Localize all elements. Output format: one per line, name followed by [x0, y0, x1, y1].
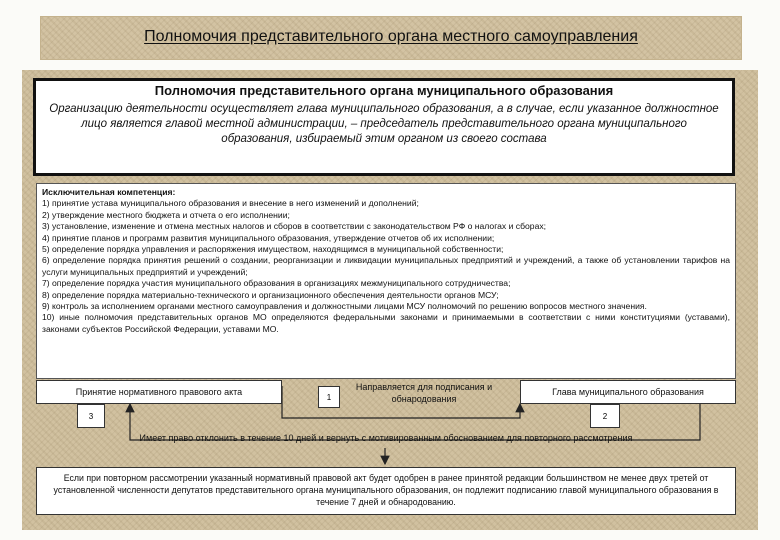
competence-item: 7) определение порядка участия муниципального образования в организациях межмуниципального сотрудничества;: [42, 278, 511, 289]
slide-title: Полномочия представительного органа местного самоуправления: [144, 28, 638, 45]
sent-note: [334, 381, 514, 409]
header-description: Организацию деятельности осуществляет глава муниципального образования, а в случае, если указанное должностное лицо является главой местной администрации, – председатель представительного органа муниципального образования, избираемый этим органом из своего состава: [49, 103, 719, 145]
sent-label: Направляется для подписания и обнародования: [355, 382, 493, 404]
competence-item: 8) определение порядка материально-технического и организационного обеспечения деятельности органов МСУ;: [42, 289, 499, 300]
head-box: [520, 380, 736, 404]
competence-item: 1) принятие устава муниципального образования и внесение в него изменений и дополнений;: [42, 198, 419, 209]
competence-item: 5) определение порядка управления и распоряжения имуществом, находящимся в муниципальной собственности;: [42, 244, 504, 255]
adoption-label: Принятие нормативного правового акта: [75, 387, 243, 397]
header-title: Полномочия представительного органа муниципального образования: [154, 83, 614, 98]
competence-item: 4) принятие планов и программ развития муниципального образования, утверждение отчетов об их исполнении;: [42, 232, 495, 243]
step-3-badge: 3: [77, 404, 105, 428]
competence-item: 9) контроль за исполнением органами местного самоуправления и должностными лицами МСУ полномочий по решению вопросов местного значения.: [42, 301, 647, 312]
competence-item: 6) определение порядка принятия решений о создании, реорганизации и ликвидации муниципальных предприятий и учреждений, а также об установлении тарифов на услуги муниципальных предприятий и учреждений;: [42, 255, 730, 277]
competence-item: 10) иные полномочия представительных органов МО определяются федеральными законами и принимаемыми в соответствии с ними конституциями (уставами), законами субъектов Российской Федерации, уставами МО.: [42, 312, 730, 334]
return-note: Имеет право отклонить в течение 10 дней и вернуть с мотивированным обоснованием для повторного рассмотрения: [139, 433, 633, 443]
override-note: Если при повторном рассмотрении указанный нормативный правовой акт будет одобрен в ранее принятой редакции большинством не менее двух третей от установленной численности депутатов представительного органа муниципального образования, он подлежит подписанию главой муниципального образования в течение 7 дней и обнародованию.: [36, 467, 736, 515]
adoption-box: [36, 380, 282, 404]
competence-item: 2) утверждение местного бюджета и отчета о его исполнении;: [42, 209, 290, 220]
competence-heading: Исключительная компетенция:: [42, 187, 176, 197]
step-2-badge: 2: [590, 404, 620, 428]
step-1-badge: 1: [318, 386, 340, 408]
competence-item: 3) установление, изменение и отмена местных налогов и сборов в соответствии с законодательством РФ о налогах и сборах;: [42, 221, 547, 232]
head-label: Глава муниципального образования: [552, 387, 704, 397]
